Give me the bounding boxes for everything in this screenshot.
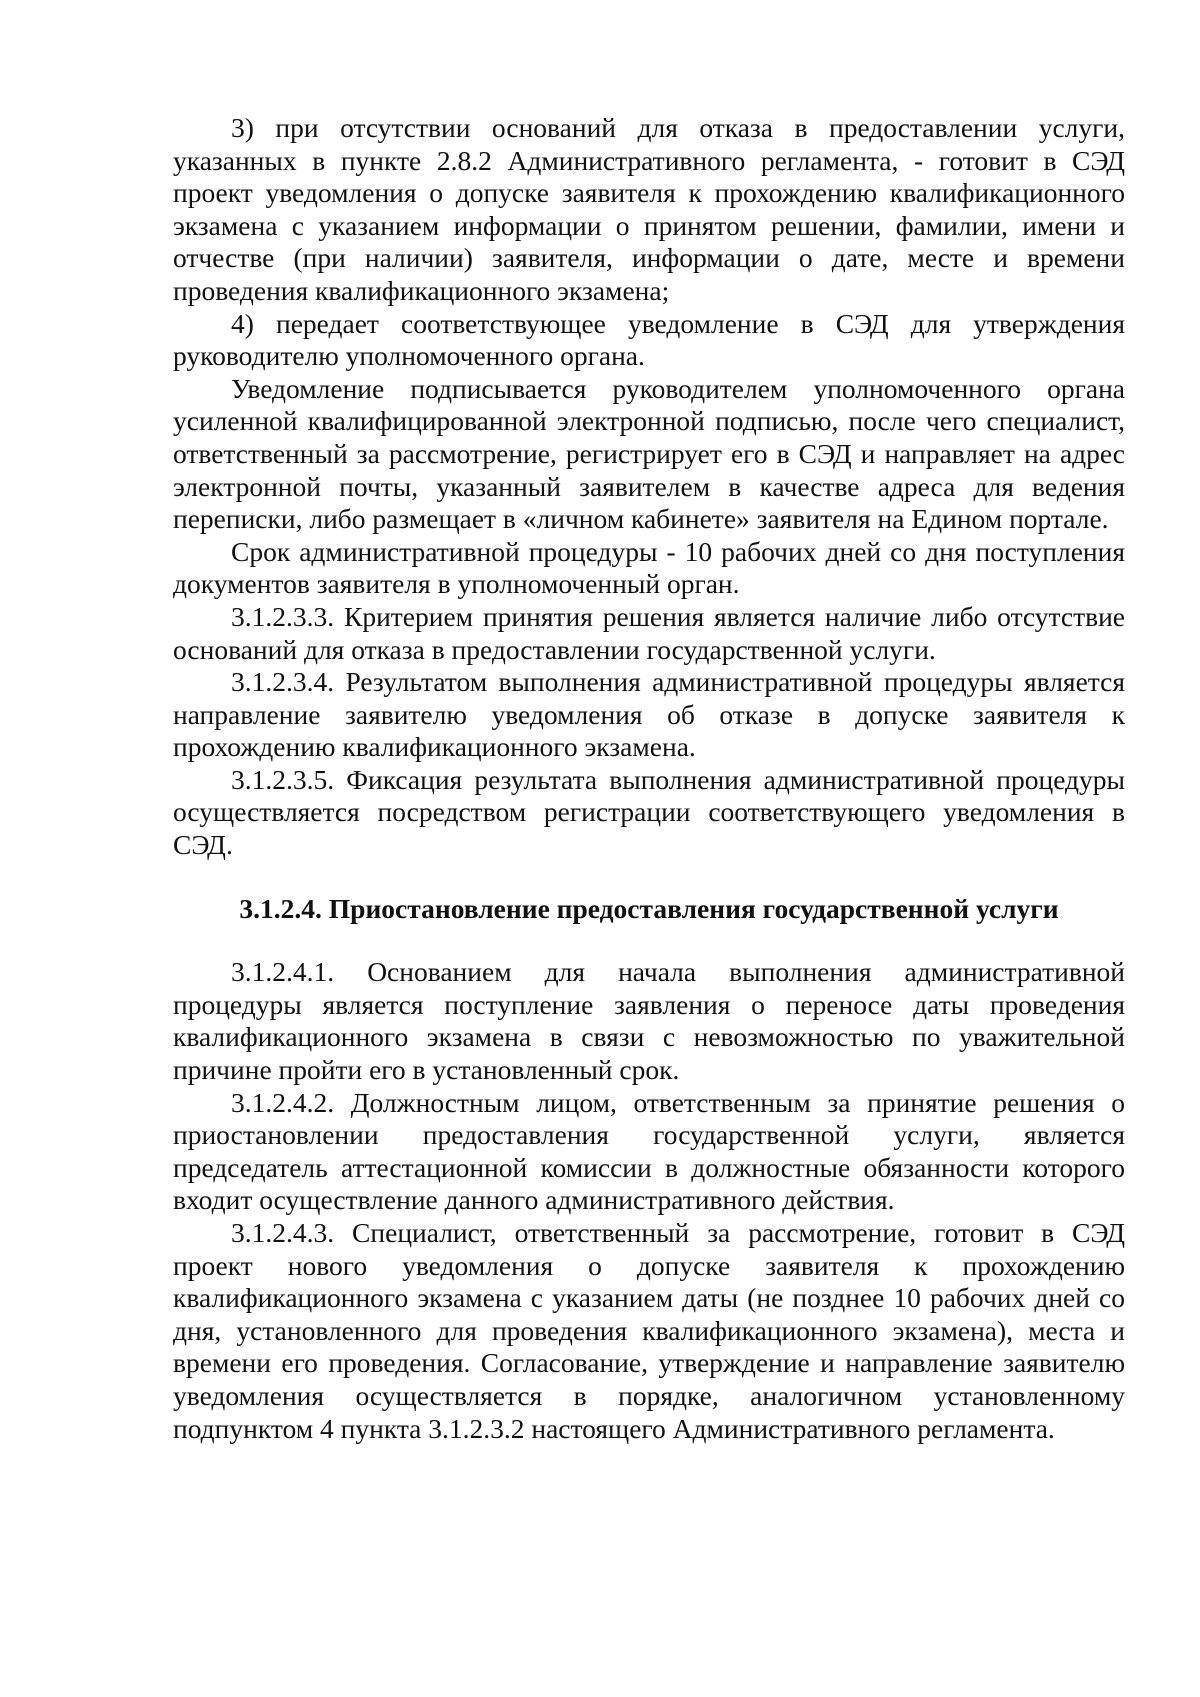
document-page <box>173 112 1125 1445</box>
paragraph: Уведомление подписывается руководителем уполномоченного органа усиленной квалифицированной электронной подписью, после чего специалист, ответственный за рассмотрение, регистрирует его в СЭД и направляет на адрес электронной почты, указанный заявителем в качестве адреса для ведения переписки, либо размещает в «личном кабинете» заявителя на Едином портале. <box>173 372 1125 535</box>
paragraph: 4) передает соответствующее уведомление в СЭД для утверждения руководителю уполномоченного органа. <box>173 307 1125 372</box>
paragraph: 3.1.2.3.5. Фиксация результата выполнения административной процедуры осуществляется посредством регистрации соответствующего уведомления в СЭД. <box>173 763 1125 861</box>
paragraph: 3.1.2.4.1. Основанием для начала выполнения административной процедуры является поступление заявления о переносе даты проведения квалификационного экзамена в связи с невозможностью по уважительной причине пройти его в установленный срок. <box>173 956 1125 1086</box>
paragraph: 3) при отсутствии оснований для отказа в предоставлении услуги, указанных в пункте 2.8.2 Административного регламента, - готовит в СЭД проект уведомления о допуске заявителя к прохождению квалификационного экзамена с указанием информации о принятом решении, фамилии, имени и отчестве (при наличии) заявителя, информации о дате, месте и времени проведения квалификационного экзамена; <box>173 112 1125 306</box>
paragraph: 3.1.2.4.3. Специалист, ответственный за рассмотрение, готовит в СЭД проект нового уведомления о допуске заявителя к прохождению квалификационного экзамена с указанием даты (не позднее 10 рабочих дней со дня, установленного для проведения квалификационного экзамена), места и времени его проведения. Согласование, утверждение и направление заявителю уведомления осуществляется в порядке, аналогичном установленному подпунктом 4 пункта 3.1.2.3.2 настоящего Административного регламента. <box>173 1217 1125 1444</box>
paragraph: 3.1.2.3.3. Критерием принятия решения является наличие либо отсутствие оснований для отказа в предоставлении государственной услуги. <box>173 600 1125 665</box>
paragraph: Срок административной процедуры - 10 рабочих дней со дня поступления документов заявителя в уполномоченный орган. <box>173 535 1125 600</box>
paragraph: 3.1.2.3.4. Результатом выполнения административной процедуры является направление заявителю уведомления об отказе в допуске заявителя к прохождению квалификационного экзамена. <box>173 666 1125 763</box>
section-heading: 3.1.2.4. Приостановление предоставления государственной услуги <box>239 892 1059 924</box>
paragraph: 3.1.2.4.2. Должностным лицом, ответственным за принятие решения о приостановлении предоставления государственной услуги, является председатель аттестационной комиссии в должностные обязанности которого входит осуществление данного административного действия. <box>173 1086 1125 1216</box>
